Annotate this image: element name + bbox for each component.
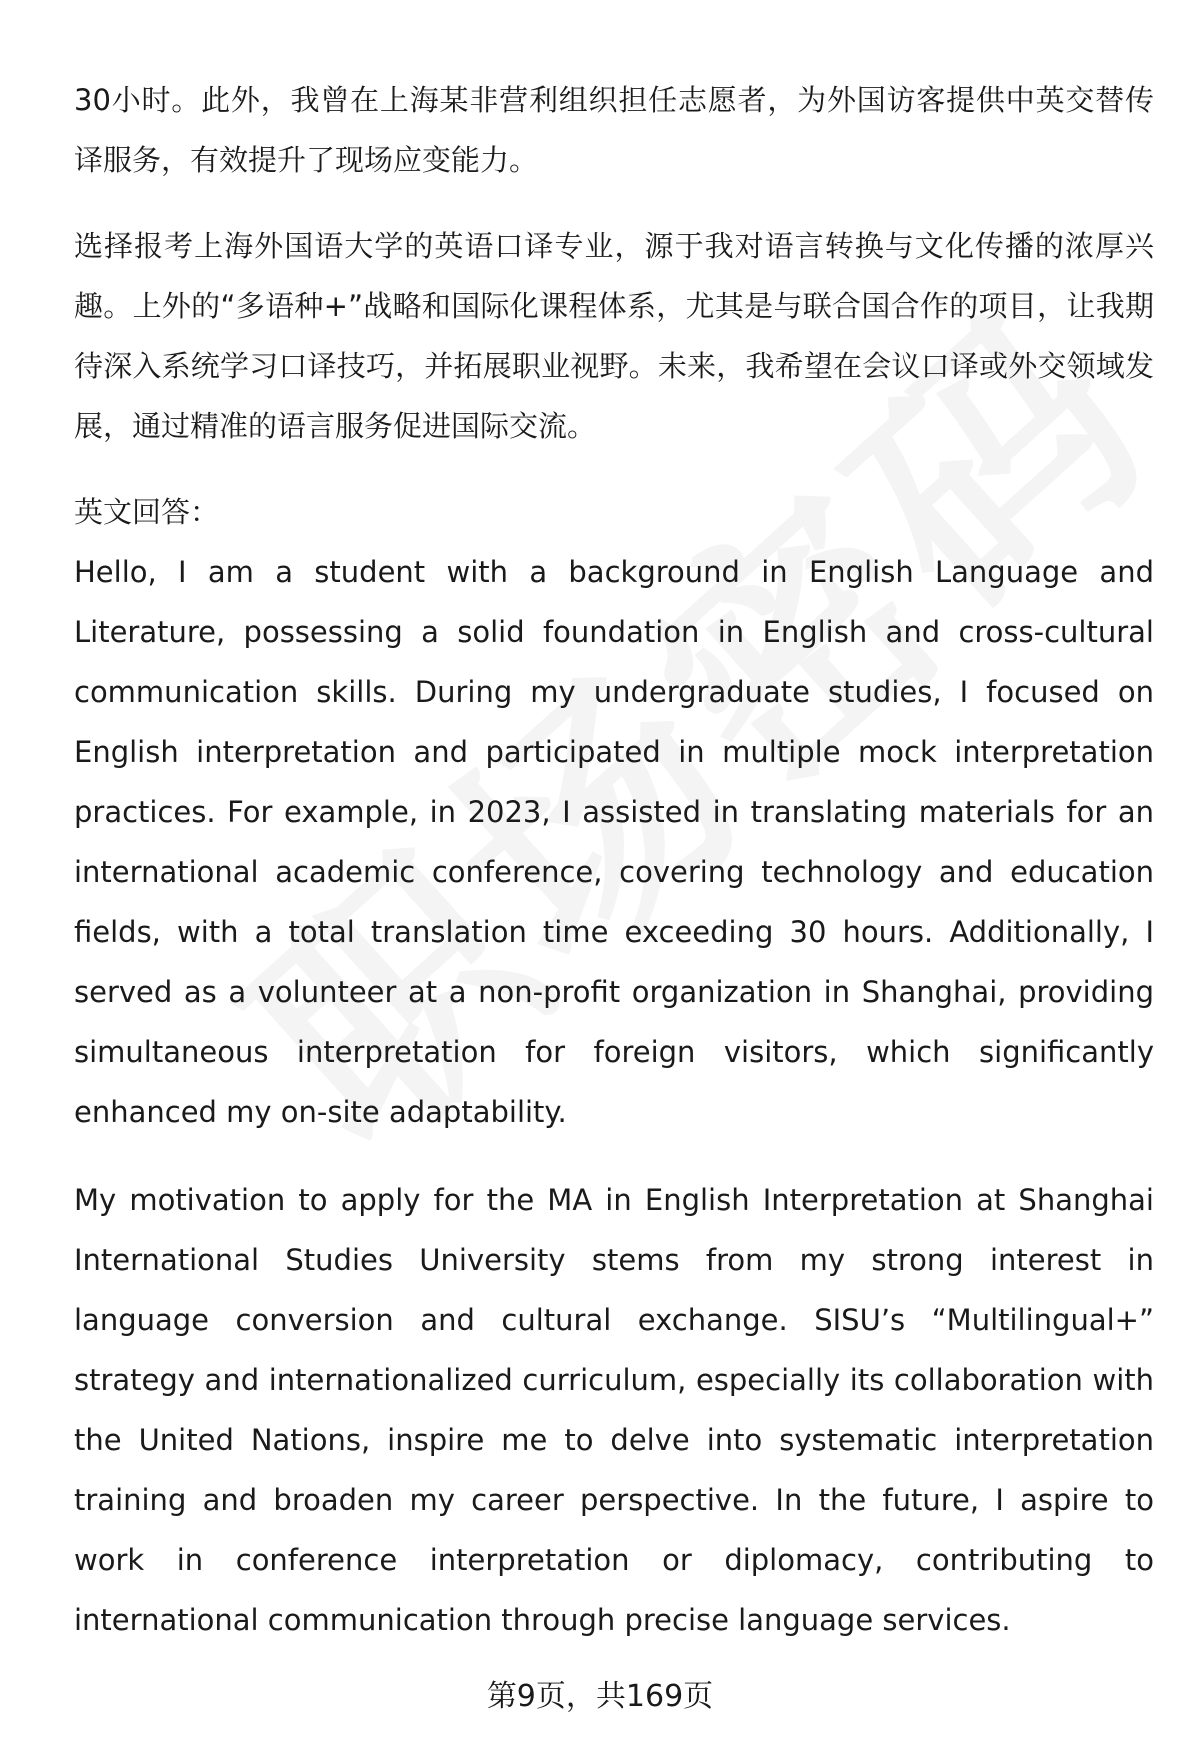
english-answer-label: 英文回答： bbox=[74, 495, 220, 529]
document-body bbox=[74, 70, 1154, 1650]
chinese-paragraph-2: 选择报考上海外国语大学的英语口译专业，源于我对语言转换与文化传播的浓厚兴趣。上外的“多语种+”战略和国际化课程体系，尤其是与联合国合作的项目，让我期待深入系统学习口译技巧，并拓展职业视野。未来，我希望在会议口译或外交领域发展，通过精准的语言服务促进国际交流。 bbox=[74, 229, 1154, 443]
english-paragraph-2: My motivation to apply for the MA in English Interpretation at Shanghai International Studies University stems from my strong interest in language conversion and cultural exchange. SISU’s “Multilingual+” strategy and internationalized curriculum, especially its collaboration with the United Nations, inspire me to delve into systematic interpretation training and broaden my career perspective. In the future, I aspire to work in conference interpretation or diplomacy, contributing to international communication through precise language services. bbox=[74, 1183, 1154, 1637]
page-number: 第9页，共169页 bbox=[486, 1679, 714, 1714]
english-paragraph-1: Hello, I am a student with a background in English Language and Literature, possessing a solid foundation in English and cross-cultural communication skills. During my undergraduate studies, I focused on English interpretation and participated in multiple mock interpretation practices. For example, in 2023, I assisted in translating materials for an international academic conference, covering technology and education fields, with a total translation time exceeding 30 hours. Additionally, I served as a volunteer at a non-profit organization in Shanghai, providing simultaneous interpretation for foreign visitors, which significantly enhanced my on-site adaptability. bbox=[74, 555, 1154, 1129]
chinese-paragraph-1: 30小时。此外，我曾在上海某非营利组织担任志愿者，为外国访客提供中英交替传译服务，有效提升了现场应变能力。 bbox=[74, 83, 1154, 177]
